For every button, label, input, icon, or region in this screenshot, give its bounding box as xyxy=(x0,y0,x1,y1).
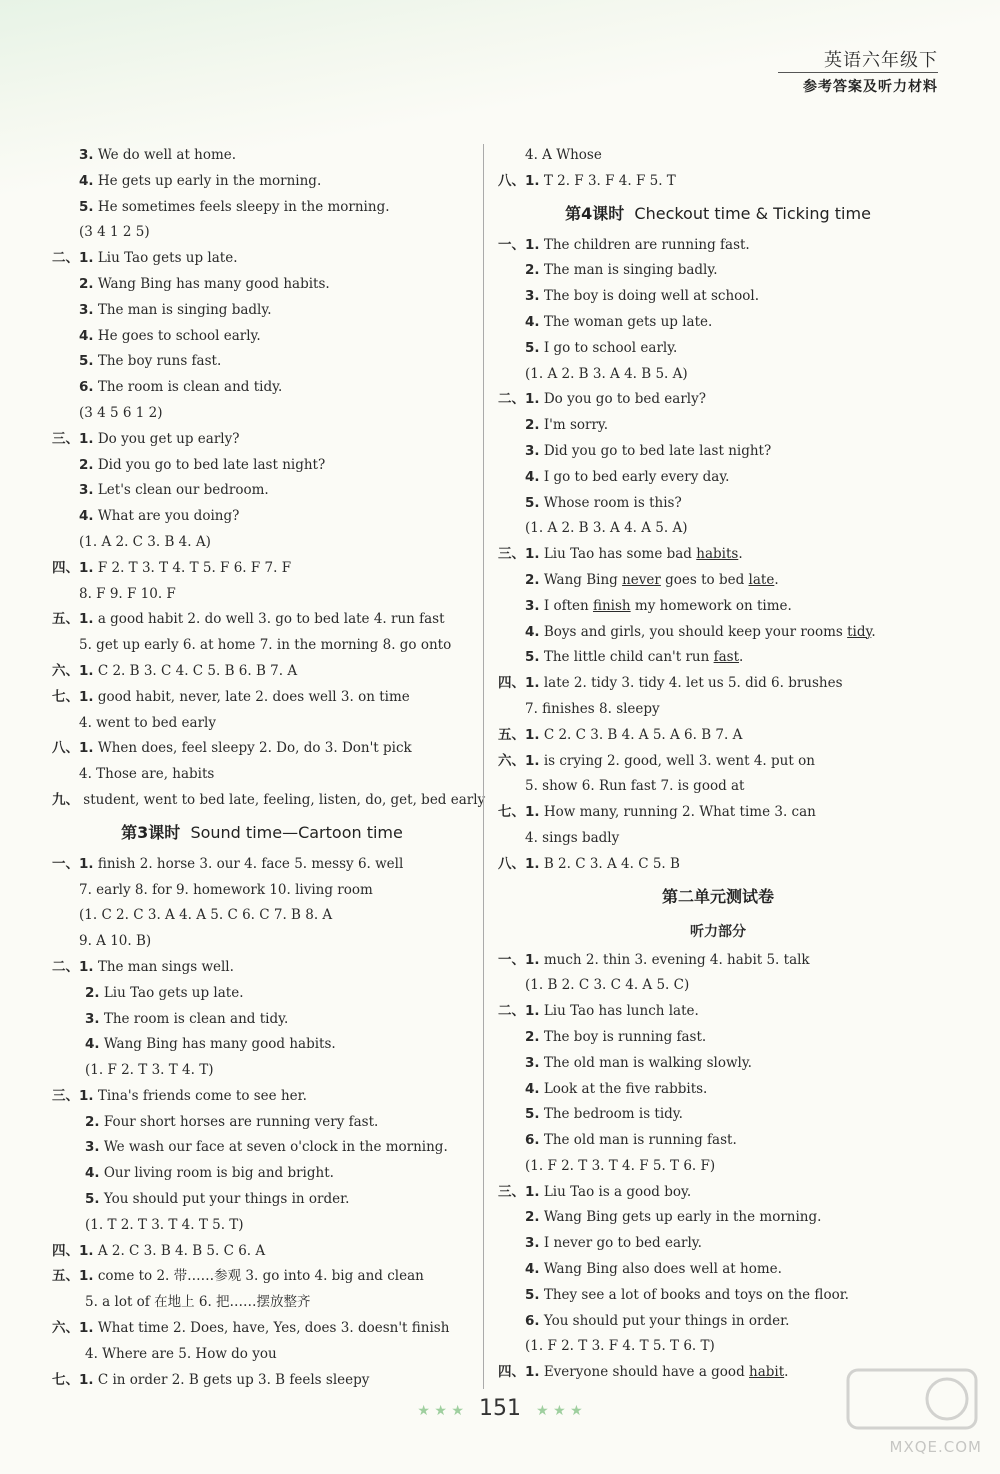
answer-line xyxy=(52,349,472,375)
item-marker: 一、1. xyxy=(498,236,540,253)
answer-text: student, went to bed late, feeling, listen, do, get, bed early xyxy=(83,791,486,808)
item-marker: 5. xyxy=(79,198,94,215)
answer-line xyxy=(52,1058,472,1084)
answer-text: I go to bed early every day. xyxy=(543,468,730,485)
item-marker: 五、1. xyxy=(498,726,540,743)
answer-text: 9. A 10. B) xyxy=(79,933,152,950)
item-marker: 七、1. xyxy=(52,1371,94,1388)
answer-text: 4. went to bed early xyxy=(79,714,216,731)
answer-text: F 2. T 3. T 4. T 5. F 6. F 7. F xyxy=(97,559,292,576)
item-marker: 七、1. xyxy=(498,804,540,821)
item-marker: 四、1. xyxy=(498,1364,540,1381)
answer-line xyxy=(498,233,938,259)
answer-line xyxy=(52,1084,472,1110)
header-rule xyxy=(778,72,938,73)
answer-text: good habit, never, late 2. does well 3. on time xyxy=(97,688,410,705)
answer-text: The little child can't run xyxy=(543,649,714,666)
answer-line xyxy=(52,736,472,762)
answer-line xyxy=(498,774,938,800)
answer-line xyxy=(52,298,472,324)
answer-text: The man sings well. xyxy=(97,958,234,975)
item-marker: 5. xyxy=(525,1286,540,1303)
item-marker: 6. xyxy=(79,379,94,396)
item-marker: 4. xyxy=(85,1036,100,1053)
answer-text: T 2. F 3. F 4. F 5. T xyxy=(543,172,676,189)
answer-text: Did you go to bed late last night? xyxy=(97,456,326,473)
item-marker: 2. xyxy=(85,984,100,1001)
answer-line xyxy=(498,516,938,542)
answer-text: is crying 2. good, well 3. went 4. put on xyxy=(543,752,815,769)
item-marker: 四、1. xyxy=(52,1242,94,1259)
item-marker: 5. xyxy=(525,339,540,356)
answer-text: What are you doing? xyxy=(97,508,240,525)
item-marker: 5. xyxy=(525,1106,540,1123)
answer-text: 4. sings badly xyxy=(525,829,620,846)
answer-text: Whose room is this? xyxy=(543,494,682,511)
answer-text: Wang Bing also does well at home. xyxy=(543,1261,782,1278)
answer-text: 5. get up early 6. at home 7. in the morning 8. go onto xyxy=(79,637,452,654)
answer-text: Do you go to bed early? xyxy=(543,391,706,408)
item-marker: 4. xyxy=(525,313,540,330)
answer-text: C in order 2. B gets up 3. B feels sleepy xyxy=(97,1371,370,1388)
watermark-logo xyxy=(842,1364,982,1456)
answer-text: The children are running fast. xyxy=(543,236,750,253)
answer-line xyxy=(498,1102,938,1128)
item-marker: 3. xyxy=(79,482,94,499)
section-heading-number: 第3课时 xyxy=(121,822,181,842)
answer-line xyxy=(498,749,938,775)
section-heading xyxy=(498,878,938,916)
answer-line xyxy=(52,220,472,246)
item-marker: 4. xyxy=(525,623,540,640)
answer-text: Four short horses are running very fast. xyxy=(103,1113,379,1130)
answer-line xyxy=(52,659,472,685)
answer-line xyxy=(52,1290,472,1316)
answer-line xyxy=(52,246,472,272)
item-marker: 八、1. xyxy=(498,172,540,189)
item-marker: 六、1. xyxy=(52,662,94,679)
answer-text: The man is singing badly. xyxy=(543,262,718,279)
item-marker: 2. xyxy=(85,1113,100,1130)
item-marker: 4. xyxy=(525,1261,540,1278)
section-heading xyxy=(52,814,472,852)
item-marker: 3. xyxy=(525,288,540,305)
answer-line xyxy=(498,310,938,336)
item-marker: 4. xyxy=(525,1080,540,1097)
answer-line xyxy=(498,594,938,620)
item-marker: 五、1. xyxy=(52,1268,94,1285)
answer-line xyxy=(498,362,938,388)
item-marker: 4. xyxy=(79,327,94,344)
item-marker: 3. xyxy=(525,1235,540,1252)
answer-text: late 2. tidy 3. tidy 4. let us 5. did 6. brushes xyxy=(543,675,843,692)
item-marker: 3. xyxy=(85,1139,100,1156)
item-marker: 六、1. xyxy=(52,1320,94,1337)
answer-text: He sometimes feels sleepy in the morning. xyxy=(97,198,390,215)
answer-text: goes to bed xyxy=(660,571,749,588)
answer-text: They see a lot of books and toys on the floor. xyxy=(543,1286,849,1303)
answer-line xyxy=(52,762,472,788)
answer-text: (1. C 2. C 3. A 4. A 5. C 6. C 7. B 8. A xyxy=(79,907,333,924)
answer-line xyxy=(498,1334,938,1360)
answer-line xyxy=(52,1213,472,1239)
answer-text: I never go to bed early. xyxy=(543,1235,702,1252)
item-marker: 八、1. xyxy=(498,855,540,872)
answer-text: (1. B 2. C 3. C 4. A 5. C) xyxy=(525,977,690,994)
answer-text: Look at the five rabbits. xyxy=(543,1080,708,1097)
answer-line xyxy=(52,981,472,1007)
answer-line xyxy=(52,878,472,904)
answer-text: Our living room is big and bright. xyxy=(103,1165,334,1182)
section-heading-text: Sound time—Cartoon time xyxy=(190,822,403,842)
answer-text: Let's clean our bedroom. xyxy=(97,482,269,499)
answer-line xyxy=(52,1368,472,1394)
answer-line xyxy=(498,284,938,310)
answer-text: Liu Tao is a good boy. xyxy=(543,1183,692,1200)
answer-text: Do you get up early? xyxy=(97,430,240,447)
answer-line xyxy=(52,556,472,582)
answer-text: 4. A Whose xyxy=(525,147,602,163)
answer-text: The man is singing badly. xyxy=(97,301,272,318)
watermark-text: MXQE.COM xyxy=(889,1438,982,1456)
underlined-answer: habit xyxy=(749,1364,785,1381)
answer-line xyxy=(52,195,472,221)
answer-text: . xyxy=(784,1364,789,1381)
answer-text: The old man is running fast. xyxy=(543,1132,737,1149)
answer-line xyxy=(52,1342,472,1368)
answer-line xyxy=(52,504,472,530)
item-marker: 二、1. xyxy=(498,1003,540,1020)
answer-line xyxy=(52,1316,472,1342)
answer-text: He gets up early in the morning. xyxy=(97,172,322,189)
answer-text: . xyxy=(738,546,743,563)
book-title: 英语六年级下 xyxy=(824,50,938,71)
item-marker: 2. xyxy=(79,456,94,473)
answer-text: Liu Tao has lunch late. xyxy=(543,1003,699,1020)
answer-text: 5. show 6. Run fast 7. is good at xyxy=(525,778,745,795)
answer-line xyxy=(52,272,472,298)
item-marker: 2. xyxy=(525,571,540,588)
answer-line xyxy=(52,143,472,169)
underlined-answer: tidy xyxy=(847,623,872,640)
underlined-answer: finish xyxy=(592,597,631,614)
star-decoration-right: ★ ★ ★ xyxy=(536,1403,583,1419)
answer-text: a good habit 2. do well 3. go to bed late 4. run fast xyxy=(97,611,445,628)
answer-line xyxy=(52,582,472,608)
answer-text: 5. a lot of 在地上 6. 把……摆放整齐 xyxy=(85,1294,311,1311)
answer-line xyxy=(498,491,938,517)
item-marker: 5. xyxy=(85,1191,100,1208)
answer-line xyxy=(52,427,472,453)
item-marker: 二、1. xyxy=(498,391,540,408)
answer-line xyxy=(52,375,472,401)
answer-line xyxy=(52,478,472,504)
section-heading-number: 第4课时 xyxy=(565,203,625,223)
answer-text: C 2. B 3. C 4. C 5. B 6. B 7. A xyxy=(97,662,298,679)
answer-line xyxy=(498,1077,938,1103)
item-marker: 4. xyxy=(525,468,540,485)
item-marker: 5. xyxy=(79,353,94,370)
item-marker: 六、1. xyxy=(498,752,540,769)
item-marker: 三、1. xyxy=(498,1183,540,1200)
answer-line xyxy=(498,413,938,439)
item-marker: 2. xyxy=(525,417,540,434)
answer-text: The boy is doing well at school. xyxy=(543,288,760,305)
item-marker: 2. xyxy=(525,262,540,279)
answer-text: How many, running 2. What time 3. can xyxy=(543,804,816,821)
star-decoration-left: ★ ★ ★ xyxy=(417,1403,464,1419)
section-title: 参考答案及听力材料 xyxy=(803,79,938,95)
answer-text: (1. F 2. T 3. F 4. T 5. T 6. T) xyxy=(525,1338,715,1355)
answer-text: The woman gets up late. xyxy=(543,313,713,330)
answer-line xyxy=(498,258,938,284)
item-marker: 一、1. xyxy=(52,855,94,872)
answer-text: (1. A 2. B 3. A 4. A 5. A) xyxy=(525,520,688,537)
item-marker: 5. xyxy=(525,649,540,666)
watermark-stamp-icon xyxy=(842,1364,982,1434)
answer-text: . xyxy=(871,623,876,640)
answer-text: . xyxy=(739,649,744,666)
item-marker: 3. xyxy=(525,442,540,459)
answer-line xyxy=(498,671,938,697)
answer-text: The boy runs fast. xyxy=(97,353,222,370)
answer-text: You should put your things in order. xyxy=(543,1312,790,1329)
answer-line xyxy=(498,143,938,169)
answer-text: (1. F 2. T 3. T 4. T) xyxy=(85,1062,214,1079)
answer-text: B 2. C 3. A 4. C 5. B xyxy=(543,855,680,872)
answer-line xyxy=(52,633,472,659)
answer-line xyxy=(498,439,938,465)
answer-text: 7. early 8. for 9. homework 10. living room xyxy=(79,881,373,898)
answer-line xyxy=(498,973,938,999)
answer-text: (1. T 2. T 3. T 4. T 5. T) xyxy=(85,1216,244,1233)
answer-text: finish 2. horse 3. our 4. face 5. messy 6. well xyxy=(97,855,404,872)
answer-line xyxy=(498,336,938,362)
answer-line xyxy=(52,929,472,955)
answer-text: (1. A 2. B 3. A 4. B 5. A) xyxy=(525,365,688,382)
answer-line xyxy=(52,530,472,556)
item-marker: 3. xyxy=(79,301,94,318)
item-marker: 四、1. xyxy=(52,559,94,576)
answer-line xyxy=(498,948,938,974)
answer-text: (1. F 2. T 3. T 4. F 5. T 6. F) xyxy=(525,1157,716,1174)
item-marker: 八、1. xyxy=(52,740,94,757)
page-header xyxy=(803,46,938,96)
item-marker: 6. xyxy=(525,1132,540,1149)
answer-text: I go to school early. xyxy=(543,339,678,356)
answer-line xyxy=(52,401,472,427)
answer-text: C 2. C 3. B 4. A 5. A 6. B 7. A xyxy=(543,726,743,743)
item-marker: 5. xyxy=(525,494,540,511)
section-heading-text: Checkout time & Ticking time xyxy=(634,203,871,223)
answer-line xyxy=(498,542,938,568)
answer-line xyxy=(498,723,938,749)
answer-text: Wang Bing has many good habits. xyxy=(97,275,330,292)
answer-text: You should put your things in order. xyxy=(103,1191,350,1208)
answer-text: Liu Tao gets up late. xyxy=(97,250,238,267)
item-marker: 二、1. xyxy=(52,250,94,267)
answer-text: The old man is walking slowly. xyxy=(543,1054,752,1071)
answer-line xyxy=(498,1205,938,1231)
answer-line xyxy=(52,1187,472,1213)
answer-text: Boys and girls, you should keep your rooms xyxy=(543,623,848,640)
answer-text: The room is clean and tidy. xyxy=(103,1010,289,1027)
answer-line xyxy=(52,1110,472,1136)
answer-text: Liu Tao has some bad xyxy=(543,546,697,563)
answer-line xyxy=(498,1283,938,1309)
answer-line xyxy=(498,568,938,594)
item-marker: 3. xyxy=(525,1054,540,1071)
answer-text: Wang Bing has many good habits. xyxy=(103,1036,336,1053)
underlined-answer: habits xyxy=(696,546,739,563)
answer-text: Wang Bing xyxy=(543,571,623,588)
answer-line xyxy=(498,1257,938,1283)
answer-text: (1. A 2. C 3. B 4. A) xyxy=(79,533,211,550)
answer-line xyxy=(498,1231,938,1257)
answer-line xyxy=(52,1007,472,1033)
answer-line xyxy=(52,685,472,711)
underlined-answer: fast xyxy=(713,649,739,666)
underlined-answer: late xyxy=(748,571,775,588)
answer-text: Tina's friends come to see her. xyxy=(97,1087,307,1104)
answer-text: much 2. thin 3. evening 4. habit 5. talk xyxy=(543,951,810,968)
answer-text: Everyone should have a good xyxy=(543,1364,749,1381)
answer-line xyxy=(498,697,938,723)
answer-text: I often xyxy=(543,597,593,614)
answer-line xyxy=(52,1135,472,1161)
answer-line xyxy=(498,169,938,195)
answer-text: Did you go to bed late last night? xyxy=(543,442,772,459)
item-marker: 3. xyxy=(85,1010,100,1027)
answer-line xyxy=(52,1032,472,1058)
item-marker: 四、1. xyxy=(498,675,540,692)
answer-text: He goes to school early. xyxy=(97,327,261,344)
section-heading xyxy=(498,195,938,233)
answer-line xyxy=(52,607,472,633)
answer-text: I'm sorry. xyxy=(543,417,609,434)
answer-line xyxy=(52,788,486,814)
left-column xyxy=(52,143,486,1393)
answer-line xyxy=(52,1264,472,1290)
item-marker: 3. xyxy=(525,597,540,614)
answer-text: 8. F 9. F 10. F xyxy=(79,585,176,602)
answer-line xyxy=(498,800,938,826)
item-marker: 一、1. xyxy=(498,951,540,968)
answer-line xyxy=(498,620,938,646)
answer-text: We wash our face at seven o'clock in the morning. xyxy=(103,1139,448,1156)
answer-line xyxy=(52,1161,472,1187)
answer-line xyxy=(498,1154,938,1180)
item-marker: 三、1. xyxy=(52,430,94,447)
answer-line xyxy=(498,645,938,671)
answer-text: The boy is running fast. xyxy=(543,1028,707,1045)
answer-text: Wang Bing gets up early in the morning. xyxy=(543,1209,822,1226)
answer-line xyxy=(498,826,938,852)
item-marker: 3. xyxy=(79,147,94,163)
answer-text: Liu Tao gets up late. xyxy=(103,984,244,1001)
page-number: 151 xyxy=(479,1396,521,1421)
answer-line xyxy=(52,453,472,479)
answer-line xyxy=(498,1309,938,1335)
answer-line xyxy=(498,999,938,1025)
item-marker: 二、1. xyxy=(52,958,94,975)
answer-text: 7. finishes 8. sleepy xyxy=(525,700,660,717)
answer-line xyxy=(52,169,472,195)
item-marker: 三、1. xyxy=(52,1087,94,1104)
answer-text: A 2. C 3. B 4. B 5. C 6. A xyxy=(97,1242,266,1259)
section-heading-number: 第二单元测试卷 xyxy=(661,886,774,906)
item-marker: 4. xyxy=(85,1165,100,1182)
answer-text: When does, feel sleepy 2. Do, do 3. Don't pick xyxy=(97,740,412,757)
answer-line xyxy=(498,1025,938,1051)
sub-heading: 听力部分 xyxy=(690,923,746,940)
answer-line xyxy=(498,1128,938,1154)
answer-line xyxy=(498,465,938,491)
item-marker: 七、1. xyxy=(52,688,94,705)
answer-text: The room is clean and tidy. xyxy=(97,379,283,396)
item-marker: 6. xyxy=(525,1312,540,1329)
answer-text: . xyxy=(774,571,779,588)
item-marker: 三、1. xyxy=(498,546,540,563)
right-column xyxy=(498,143,938,1386)
answer-text: 4. Where are 5. How do you xyxy=(85,1345,277,1362)
answer-text: come to 2. 带……参观 3. go into 4. big and clean xyxy=(97,1268,424,1285)
item-marker: 2. xyxy=(79,275,94,292)
item-marker: 九、 xyxy=(52,791,79,808)
answer-line xyxy=(498,1180,938,1206)
answer-line xyxy=(498,1051,938,1077)
answer-line xyxy=(498,387,938,413)
answer-text: What time 2. Does, have, Yes, does 3. doesn't finish xyxy=(97,1320,450,1337)
item-marker: 2. xyxy=(525,1209,540,1226)
answer-line xyxy=(52,903,472,929)
answer-text: 4. Those are, habits xyxy=(79,766,215,783)
answer-line xyxy=(52,711,472,737)
answer-text: (3 4 5 6 1 2) xyxy=(79,404,163,421)
underlined-answer: never xyxy=(622,571,661,588)
answer-line xyxy=(52,955,472,981)
item-marker: 五、1. xyxy=(52,611,94,628)
answer-line xyxy=(52,324,472,350)
column-divider xyxy=(483,144,484,1389)
answer-line xyxy=(498,852,938,878)
item-marker: 4. xyxy=(79,508,94,525)
answer-line xyxy=(52,852,472,878)
answer-line xyxy=(52,1239,472,1265)
answer-text: The bedroom is tidy. xyxy=(543,1106,683,1123)
answer-text: my homework on time. xyxy=(630,597,792,614)
answer-text: (3 4 1 2 5) xyxy=(79,224,150,241)
answer-text: We do well at home. xyxy=(97,147,237,163)
item-marker: 2. xyxy=(525,1028,540,1045)
item-marker: 4. xyxy=(79,172,94,189)
